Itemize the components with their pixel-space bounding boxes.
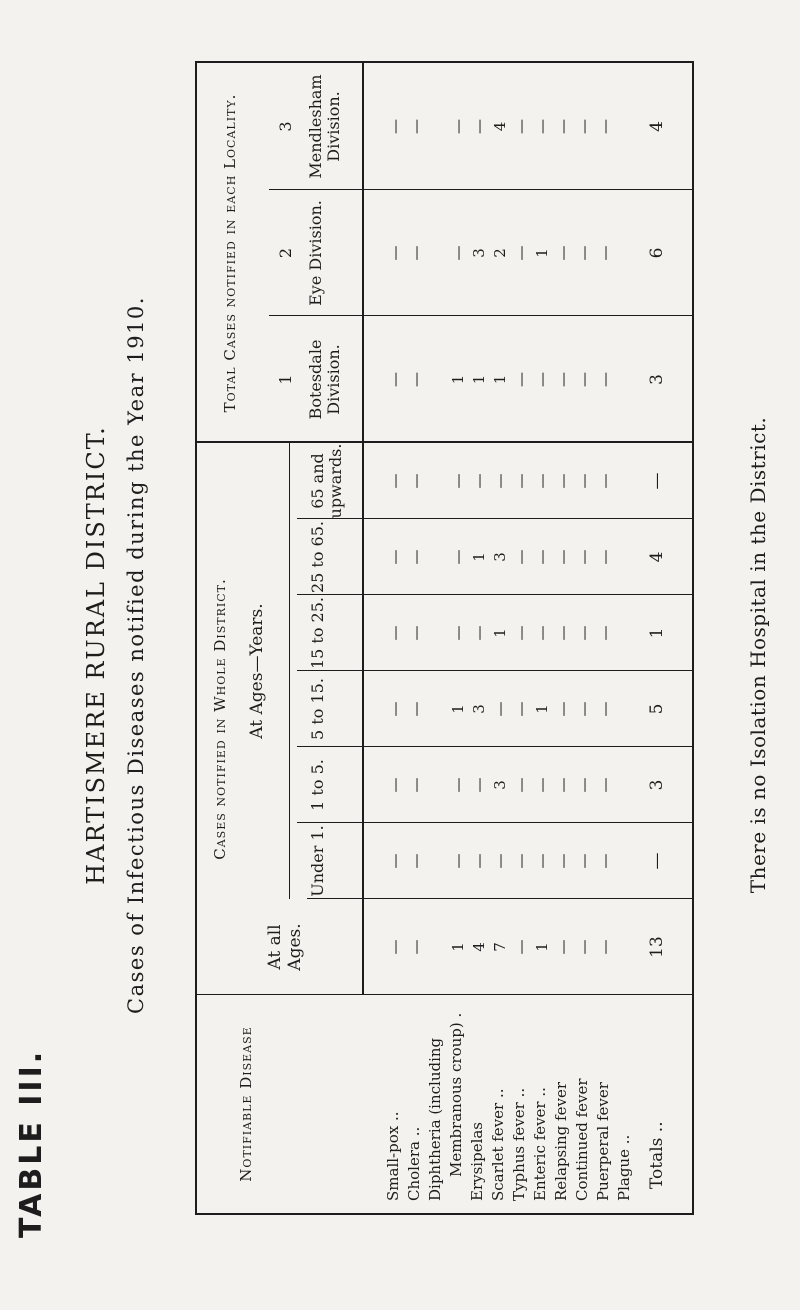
cell-age: — [407,549,425,565]
cell-locality: — [407,372,425,387]
cell-age: — [386,625,404,641]
cell-age: — [533,473,551,489]
cell-age: — [512,701,530,717]
total-age: 4 [647,551,667,563]
disease-name: Plague .. [615,1134,633,1201]
cell-age: — [386,853,404,869]
rule-disease [197,994,692,995]
cell-all-ages: — [512,939,530,955]
cell-all-ages: 1 [449,942,467,952]
cell-locality: — [407,119,425,134]
rule-age-0 [297,822,692,823]
cell-age: — [512,625,530,641]
cell-age: — [596,549,614,565]
header-disease: Notifiable Disease [237,1026,255,1182]
cell-locality: — [554,372,572,387]
cell-age: 1 [470,552,488,562]
cell-age: — [554,625,572,641]
cell-age: 3 [491,552,509,562]
cell-locality: — [449,119,467,134]
total-age: — [647,472,667,490]
cell-age: — [470,777,488,793]
disease-name: Small-pox .. [384,1111,402,1201]
cell-locality: — [596,245,614,261]
cell-age: — [596,625,614,641]
total-all-ages: 13 [647,936,667,958]
cell-age: — [512,549,530,565]
total-age: — [647,852,667,870]
cell-age: — [554,549,572,565]
cell-age: — [407,625,425,641]
cell-all-ages: 1 [533,942,551,952]
cell-locality: 4 [491,121,509,132]
cell-locality: 1 [449,374,467,385]
disease-name: Erysipelas [468,1121,486,1201]
cell-locality: — [533,372,551,387]
rule-header-bottom [362,63,364,995]
cell-locality: — [575,245,593,261]
cell-locality: — [512,372,530,387]
header-at-ages-years: At Ages—Years. [247,603,267,739]
age-group-header: Under 1. [308,825,327,897]
rule-all-ages [307,898,692,899]
cell-age: — [491,853,509,869]
cell-age: — [407,473,425,489]
cell-age: — [512,473,530,489]
disease-name: Continued fever [573,1078,591,1201]
cell-age: — [470,473,488,489]
totals-label: Totals .. [647,1121,667,1189]
cell-locality: — [554,119,572,134]
cell-all-ages: — [407,939,425,955]
cell-age: — [491,473,509,489]
cell-age: — [575,853,593,869]
cell-age: — [533,777,551,793]
cell-age: — [575,625,593,641]
cell-age: — [596,473,614,489]
disease-name: Puerperal fever [594,1082,612,1201]
cell-age: — [554,853,572,869]
cell-age: — [596,777,614,793]
cell-age: — [449,777,467,793]
cell-locality: — [512,119,530,134]
cell-age: — [386,701,404,717]
cell-age: — [554,701,572,717]
cell-age: — [449,473,467,489]
disease-name: Diphtheria (including [426,1037,444,1201]
age-group-header: 15 to 25. [308,596,327,670]
rule-loc-0 [269,315,692,316]
disease-name: Typhus fever .. [510,1087,528,1201]
cell-all-ages: — [554,939,572,955]
cell-all-ages: — [596,939,614,955]
cell-age: — [386,777,404,793]
cell-age: — [407,701,425,717]
rule-age-2 [297,670,692,671]
cell-locality: — [596,119,614,134]
cell-age: — [470,853,488,869]
cell-locality: 1 [533,248,551,258]
cell-locality: 1 [470,374,488,385]
cell-locality: — [533,119,551,134]
age-group-header: 25 to 65. [308,520,327,594]
cell-age: — [533,853,551,869]
cell-age: — [407,777,425,793]
cell-locality: — [596,372,614,387]
footnote: There is no Isolation Hospital in the District. [746,416,770,894]
cell-age: — [512,777,530,793]
locality-header: Mendlesham Division. [306,74,344,179]
cell-locality: — [575,372,593,387]
cell-age: 1 [449,704,467,714]
cell-locality: 1 [491,374,509,385]
cell-all-ages: 4 [470,942,488,952]
disease-name: Cholera .. [405,1126,423,1201]
cell-age: — [491,701,509,717]
age-group-header: 1 to 5. [308,759,327,811]
header-whole-district: Cases notified in Whole District. [211,578,229,860]
cell-locality: — [407,245,425,261]
disease-table [195,61,694,1215]
cell-age: — [575,549,593,565]
cell-locality: — [554,245,572,261]
cell-age: — [407,853,425,869]
header-at-all-ages: At all Ages. [265,923,305,971]
cell-age: — [554,777,572,793]
cell-age: — [575,777,593,793]
disease-name: Enteric fever .. [531,1087,549,1201]
rule-age-1 [297,746,692,747]
total-age: 5 [647,703,667,715]
total-age: 3 [647,779,667,791]
cell-age: — [596,701,614,717]
cell-locality: — [512,245,530,261]
total-locality: 4 [647,121,667,132]
cell-age: — [449,549,467,565]
rule-age-4 [297,518,692,519]
cell-locality: — [386,372,404,387]
cell-age: — [470,625,488,641]
cell-locality: — [449,245,467,261]
locality-header: Eye Division. [306,200,325,306]
total-age: 1 [647,627,667,639]
cell-age: — [596,853,614,869]
disease-name: Relapsing fever [552,1082,570,1201]
rule-locality [197,441,692,443]
cell-age: 3 [491,780,509,790]
locality-number: 2 [276,247,295,259]
cell-age: — [533,625,551,641]
locality-header: Botesdale Division. [306,339,344,420]
disease-name: Membranous croup) . [447,1012,465,1177]
cell-age: — [449,853,467,869]
disease-name: Scarlet fever .. [489,1088,507,1201]
cell-all-ages: 7 [491,942,509,952]
rule-header-group [289,443,290,899]
cell-all-ages: — [575,939,593,955]
cell-locality: — [386,245,404,261]
cell-locality: 2 [491,248,509,258]
cell-age: — [575,473,593,489]
cell-age: — [449,625,467,641]
age-group-header: 65 and upwards. [308,443,346,519]
total-locality: 6 [647,247,667,259]
rule-age-3 [297,594,692,595]
cell-age: — [386,549,404,565]
cell-locality: — [386,119,404,134]
header-locality: Total Cases notified in each Locality. [221,93,239,413]
cell-locality: — [575,119,593,134]
cell-locality: — [470,119,488,134]
rule-loc-1 [269,189,692,190]
page-subtitle: Cases of Infectious Diseases notified during the Year 1910. [124,296,148,1014]
cell-age: — [512,853,530,869]
page-title: HARTISMERE RURAL DISTRICT. [82,425,110,885]
cell-age: — [386,473,404,489]
cell-locality: 3 [470,248,488,258]
table-label: TABLE III. [14,1048,49,1238]
cell-all-ages: — [386,939,404,955]
age-group-header: 5 to 15. [308,678,327,740]
total-locality: 3 [647,374,667,385]
cell-age: — [554,473,572,489]
locality-number: 1 [276,374,295,385]
cell-age: 3 [470,704,488,714]
cell-age: 1 [533,704,551,714]
locality-number: 3 [276,121,295,132]
cell-age: — [533,549,551,565]
cell-age: 1 [491,628,509,638]
cell-age: — [575,701,593,717]
